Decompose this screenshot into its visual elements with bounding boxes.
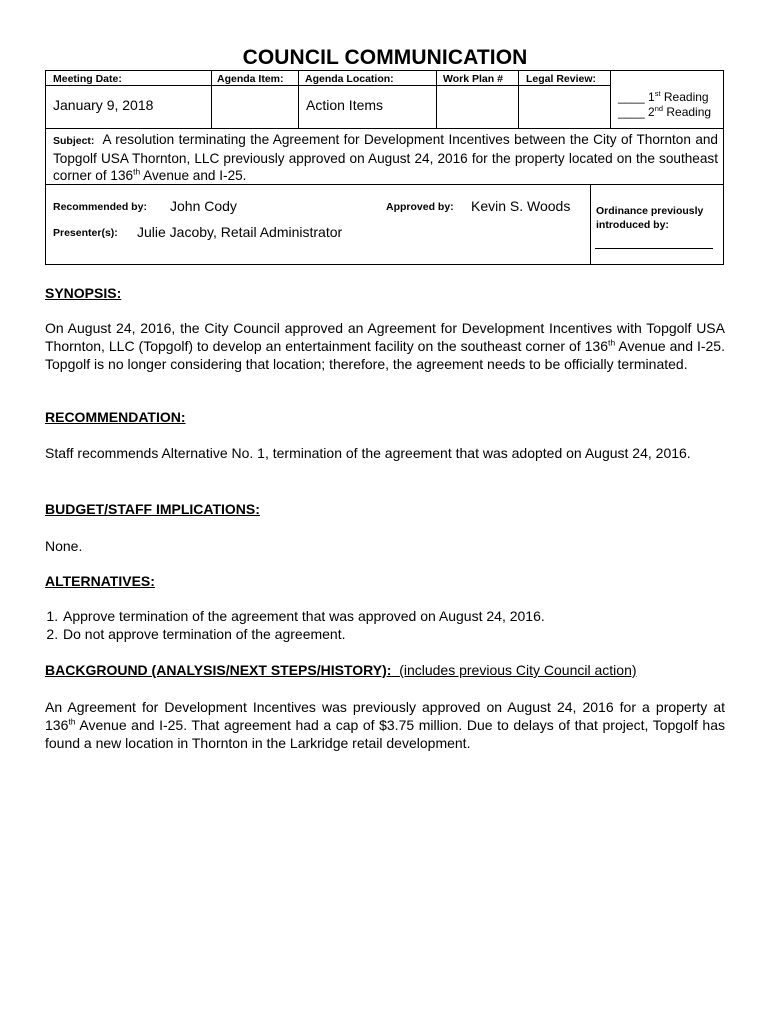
background-heading [45, 662, 637, 678]
second-reading-number: 2 [648, 105, 655, 119]
second-reading-blank: ____ [618, 105, 645, 119]
synopsis-heading: SYNOPSIS: [45, 285, 122, 301]
agenda-item-label: Agenda Item: [217, 73, 284, 85]
legal-review-label: Legal Review: [526, 73, 597, 85]
background-heading-text: BACKGROUND (ANALYSIS/NEXT STEPS/HISTORY): [45, 662, 392, 678]
row-divider [46, 184, 724, 185]
list-item: 2. Do not approve termination of the agreement. [62, 625, 722, 643]
background-heading-note: (includes previous City Council action) [399, 662, 637, 678]
subject-label: Subject: [53, 135, 95, 147]
recommendation-heading: RECOMMENDATION: [45, 409, 186, 425]
document-title: COUNCIL COMMUNICATION [242, 46, 528, 69]
second-reading [618, 105, 711, 119]
first-reading [618, 90, 709, 104]
budget-heading: BUDGET/STAFF IMPLICATIONS: [45, 501, 260, 517]
approved-by-value: Kevin S. Woods [471, 198, 571, 214]
presenters-value: Julie Jacoby, Retail Administrator [137, 224, 343, 240]
first-reading-word: Reading [663, 90, 709, 104]
budget-text: None. [45, 538, 83, 554]
subject-ordinal: th [133, 166, 141, 177]
background-text-end: Avenue and I-25. That agreement had a cap of $3.75 million. Due to delays of that project, Topgolf has found a new location in Thornton in the Larkridge retail development. [45, 717, 725, 751]
ordinance-label: Ordinance previously introduced by: [596, 205, 704, 231]
column-divider [211, 71, 212, 128]
recommended-by-value: John Cody [170, 198, 237, 214]
approved-by-label: Approved by: [386, 201, 454, 213]
column-divider [518, 71, 519, 128]
background-text-start: An Agreement for Development Incentives was previously approved on August 24, 2016 for a property at 136 [45, 699, 725, 733]
column-divider [590, 184, 591, 265]
agenda-location-label: Agenda Location: [305, 73, 394, 85]
column-divider [610, 71, 611, 128]
first-reading-blank: ____ [618, 90, 645, 104]
subject-block [53, 131, 718, 184]
first-reading-number: 1 [648, 90, 655, 104]
work-plan-label: Work Plan # [443, 73, 503, 85]
column-divider [298, 71, 299, 128]
presenters-label: Presenter(s): [53, 227, 118, 239]
first-reading-suffix: st [654, 89, 661, 98]
synopsis-ordinal: th [608, 337, 616, 348]
recommended-by-label: Recommended by: [53, 201, 147, 213]
subject-text: A resolution terminating the Agreement for Development Incentives between the City of Thornton and Topgolf USA Thornton, LLC previously approved on August 24, 2016 for the property located on the southeast corner of 136 [53, 132, 718, 183]
background-ordinal: th [68, 716, 76, 727]
second-reading-suffix: nd [654, 104, 664, 113]
ordinance-signature-line [595, 248, 713, 249]
meeting-date-value: January 9, 2018 [53, 97, 154, 113]
synopsis-text-start: On August 24, 2016, the City Council approved an Agreement for Development Incentives with Topgolf USA Thornton, LLC (Topgolf) to develop an entertainment facility on the southeast corner of 136 [45, 320, 725, 354]
header-table [45, 70, 724, 265]
column-divider [436, 71, 437, 128]
synopsis-text-end: Avenue and I-25. Topgolf is no longer considering that location; therefore, the agreement needs to be officially terminated. [45, 338, 725, 372]
background-text [45, 698, 725, 752]
agenda-location-value: Action Items [306, 97, 384, 113]
subject-text-end: Avenue and I-25. [140, 168, 247, 183]
alternatives-heading: ALTERNATIVES: [45, 573, 155, 589]
alternatives-list [45, 607, 722, 643]
synopsis-text [45, 319, 725, 373]
list-item: 1. Approve termination of the agreement that was approved on August 24, 2016. [62, 607, 722, 625]
row-divider [46, 85, 610, 86]
recommendation-text: Staff recommends Alternative No. 1, termination of the agreement that was adopted on August 24, 2016. [45, 445, 691, 461]
meeting-date-label: Meeting Date: [53, 73, 122, 85]
second-reading-word: Reading [666, 105, 712, 119]
row-divider [46, 128, 724, 129]
